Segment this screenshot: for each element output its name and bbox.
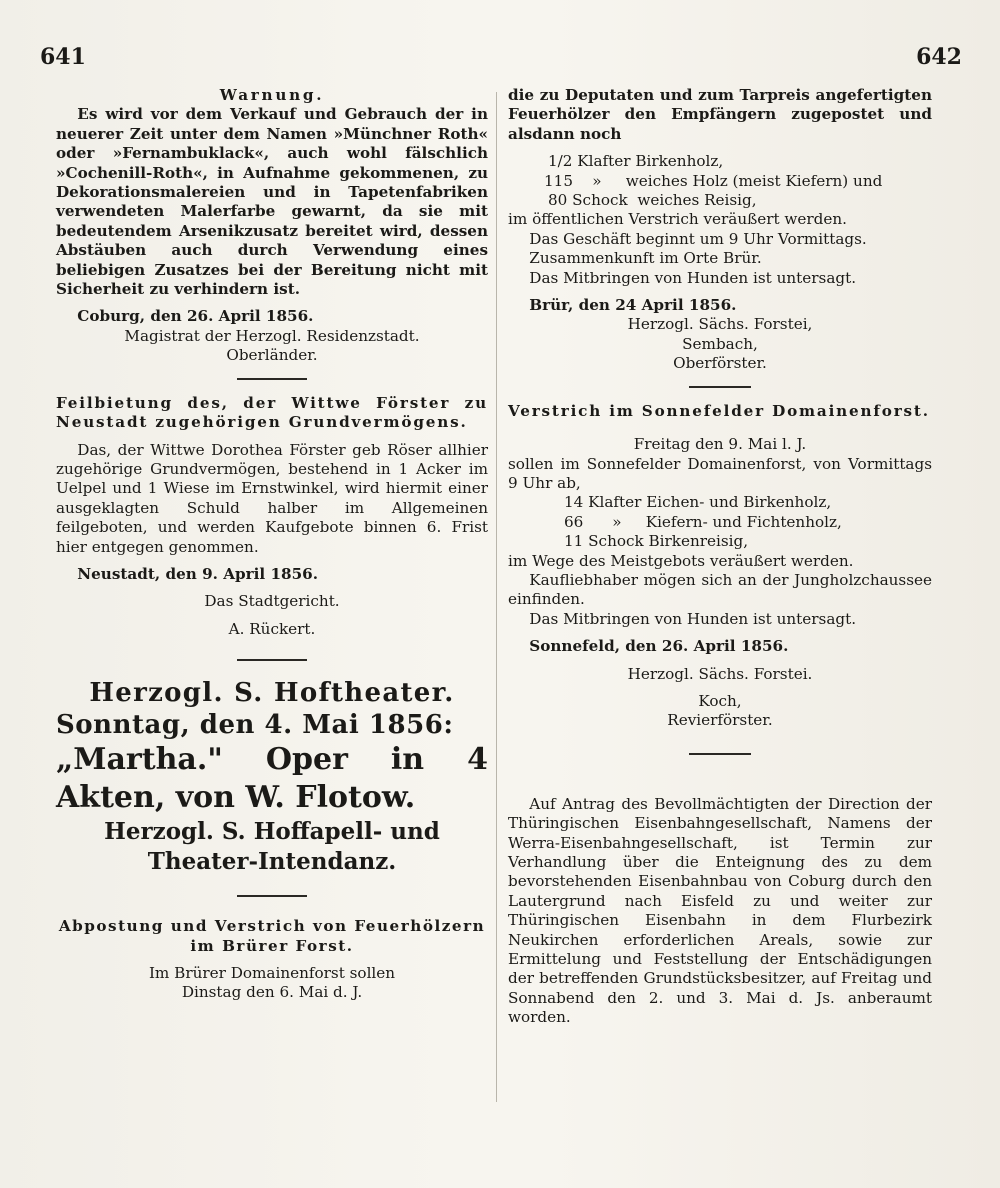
theater-play: „Martha." Oper in 4 Akten, von W. Flotow. xyxy=(56,742,488,816)
separator-rule xyxy=(237,378,307,380)
wood-item-2: 115 » weiches Holz (meist Kiefern) und xyxy=(544,171,883,190)
warning-authority: Magistrat der Herzogl. Residenzstadt. xyxy=(124,326,420,345)
sale-signer: A. Rückert. xyxy=(228,619,316,638)
wood-signer-name: Sembach, xyxy=(682,334,758,353)
separator-rule xyxy=(689,753,751,755)
warning-place-date: Coburg, den 26. April 1856. xyxy=(77,307,314,326)
wood-meet: Zusammenkunft im Orte Brür. xyxy=(529,249,762,268)
separator-rule xyxy=(237,895,307,897)
railway-text: Auf Antrag des Bevollmächtigten der Direction der Thüringischen Eisenbahngesellschaft, Namens der Werra-Eisenbahngesellschaft, ist Termin zur Verhandlung über die Enteignung des zu dem bevorstehenden Eisenbahnbau von Coburg durch den Lautergrund nach Eisfeld zu und weiter zur Thüringischen Eisenbahn in dem Flurbezirk Neukirchen erforderlichen Areals, sowie zur Ermittelung und Feststellung der Entschädigungen der betreffenden Grundstücksbesitzer, auf Freitag und Sonnabend den 2. und 3. Mai d. Js. anberaumt worden. xyxy=(508,794,932,1027)
wood-intro-line-2: Dinstag den 6. Mai d. J. xyxy=(181,983,363,1002)
wood-item-3: 80 Schock weiches Reisig, xyxy=(548,191,757,210)
sonnefeld-item-2: 66 » Kiefern- und Fichtenholz, xyxy=(564,512,842,531)
wood-start: Das Geschäft beginnt um 9 Uhr Vormittags. xyxy=(529,229,867,248)
wood-continuation: die zu Deputaten und zum Tarpreis angefertigten Feuerhölzer den Empfängern zugepostet und alsdann noch xyxy=(508,86,932,143)
sonnefeld-sale: im Wege des Meistgebots veräußert werden. xyxy=(508,551,854,570)
sonnefeld-buyers: Kaufliebhaber mögen sich an der Jungholzchaussee einfinden. xyxy=(508,570,932,609)
sonnefeld-item-3: 11 Schock Birkenreisig, xyxy=(564,532,749,551)
separator-rule xyxy=(237,659,307,661)
sonnefeld-signer-title: Revierförster. xyxy=(667,711,773,730)
sonnefeld-date: Freitag den 9. Mai l. J. xyxy=(633,435,807,454)
wood-title: Abpostung und Verstrich von Feuerhölzern im Brürer Forst. xyxy=(58,917,486,955)
page-number-right: 642 xyxy=(916,44,962,70)
warning-signer: Oberländer. xyxy=(226,346,318,365)
sale-text: Das, der Wittwe Dorothea Förster geb Röser allhier zugehörige Grundvermögen, bestehend in 1 Acker im Uelpel und 1 Wiese im Ernstwinkel, wird hiermit einer ausgeklagten Schuld halber im Allgemeinen feilgeboten, und werden Kaufgebote binnen 6. Frist hier entgegen genommen. xyxy=(56,440,488,556)
wood-item-1: 1/2 Klafter Birkenholz, xyxy=(548,152,724,171)
column-divider xyxy=(496,92,497,1102)
theater-date: Sonntag, den 4. Mai 1856: xyxy=(56,710,454,741)
page-number-left: 641 xyxy=(40,44,86,70)
warning-text: Es wird vor dem Verkauf und Gebrauch der in neuerer Zeit unter dem Namen »Münchner Roth« oder »Fernambuklack«, auch wohl fälschlich »Cochenill-Roth«, in Aufnahme gekommenen, zu Dekorationsmalereien und in Tapetenfabriken verwendeten Malerfarbe gewarnt, da sie mit bedeutendem Arsenikzusatz bereitet wird, dessen Abstäuben auch durch Verwendung eines beliebigen Zusatzes bei der Bereitung nicht mit Sicherheit zu verhindern ist. xyxy=(56,105,488,299)
sale-place-date: Neustadt, den 9. April 1856. xyxy=(77,564,319,583)
sonnefeld-item-1: 14 Klafter Eichen- und Birkenholz, xyxy=(564,493,832,512)
sonnefeld-dogs: Das Mitbringen von Hunden ist untersagt. xyxy=(529,609,857,628)
theater-authority: Herzogl. S. Hoffapell- und Theater-Intendanz. xyxy=(104,818,440,876)
sonnefeld-text: sollen im Sonnefelder Domainenforst, von Vormittags 9 Uhr ab, xyxy=(508,454,932,492)
sale-title: Feilbietung des, der Wittwe Förster zu Neustadt zugehörigen Grundvermögens. xyxy=(56,393,488,432)
sale-authority: Das Stadtgericht. xyxy=(204,592,340,611)
sonnefeld-signer-name: Koch, xyxy=(698,691,742,710)
wood-intro-line-1: Im Brürer Domainenforst sollen xyxy=(148,963,396,982)
separator-rule xyxy=(689,386,751,388)
wood-place-date: Brür, den 24 April 1856. xyxy=(529,296,737,315)
theater-title: Herzogl. S. Hoftheater. xyxy=(89,678,455,709)
wood-signer-title: Oberförster. xyxy=(673,354,767,373)
right-column xyxy=(508,86,932,1028)
wood-authority: Herzogl. Sächs. Forstei, xyxy=(627,315,813,334)
sonnefeld-place-date: Sonnefeld, den 26. April 1856. xyxy=(529,637,789,656)
warning-title: Warnung. xyxy=(219,86,325,104)
sonnefeld-authority: Herzogl. Sächs. Forstei. xyxy=(627,664,813,683)
sonnefeld-title: Verstrich im Sonnefelder Domainenforst. xyxy=(508,401,930,420)
wood-dogs: Das Mitbringen von Hunden ist untersagt. xyxy=(529,268,857,287)
wood-sale: im öffentlichen Verstrich veräußert werden. xyxy=(508,210,847,229)
left-column xyxy=(56,86,488,1003)
